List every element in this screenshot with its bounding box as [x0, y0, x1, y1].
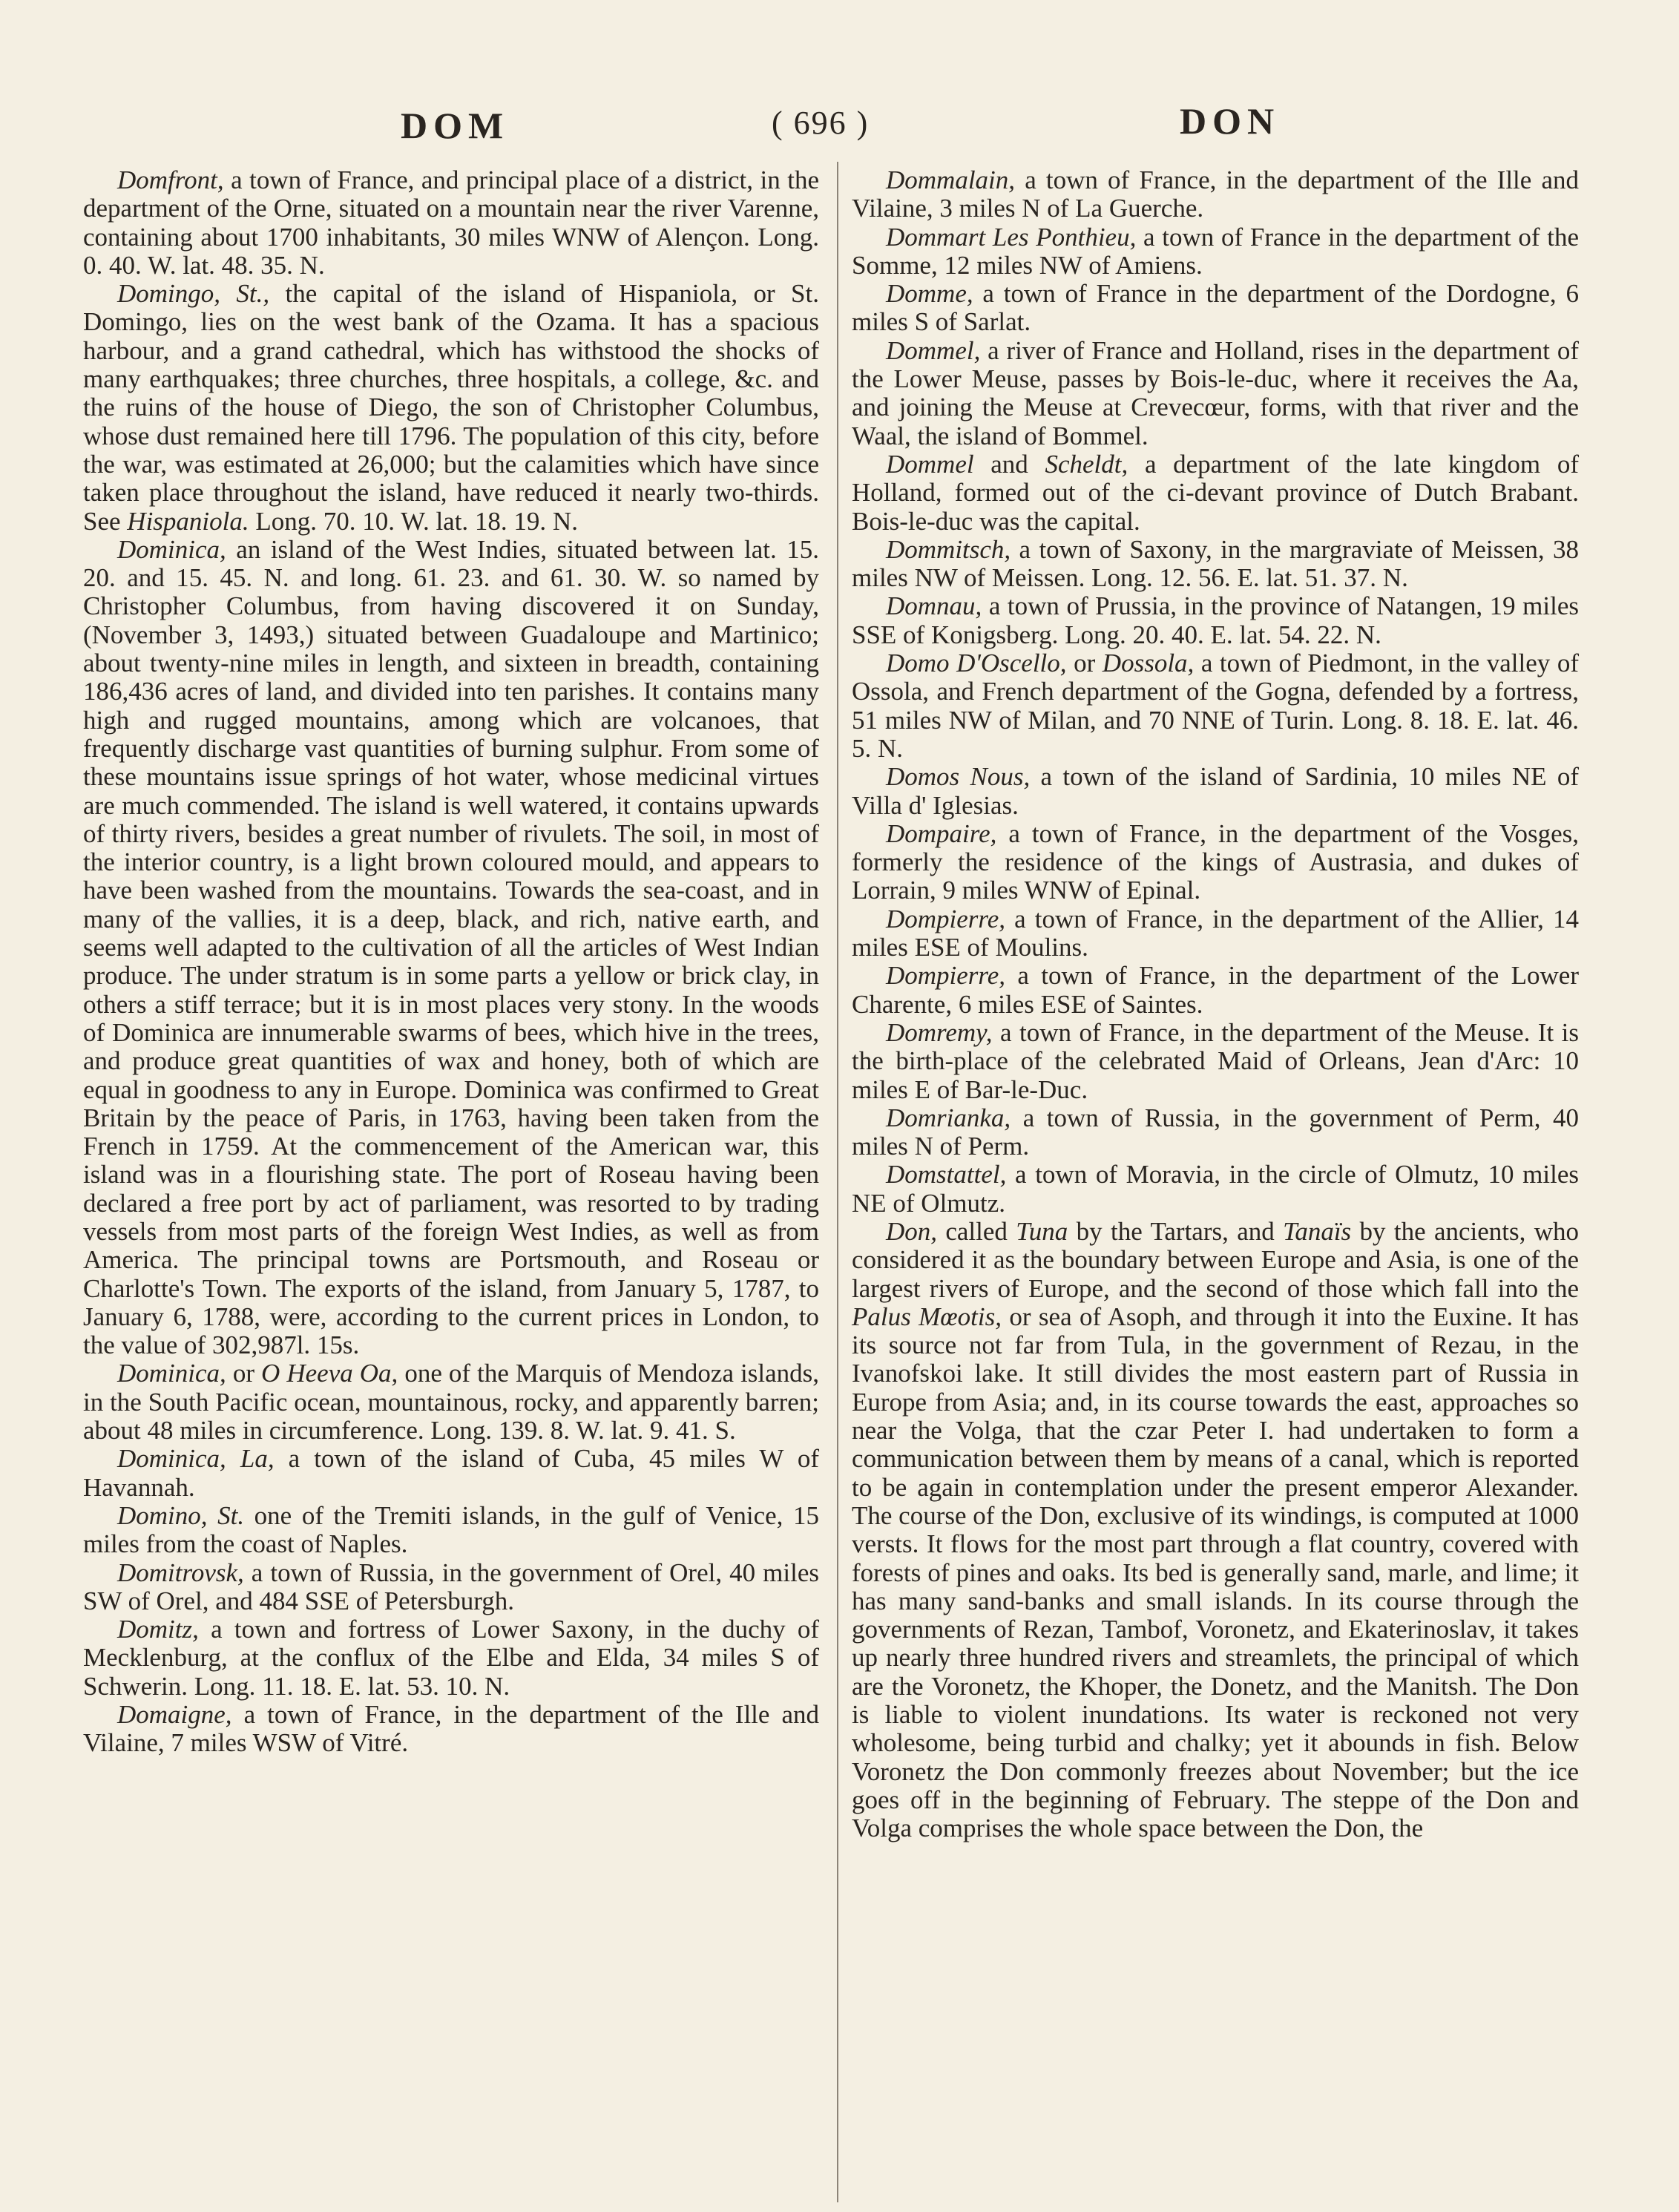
entry-text: or sea of Asoph, and through it into the Euxine. It has its source not far from Tula, in the government of Rezau, in the Ivanofskoi lake. It still divides the most eastern part of Russia in Europe from Asia; and, in its course towards the east, approaches so near the Volga, that the czar Peter I. had undertaken to form a communication between them by means of a canal, which is reported to be again in contemplation under the present emperor Alexander. The course of the Don, exclusive of its windings, is computed at 1000 versts. It flows for the most part through a flat country, covered with forests of pines and oaks. Its bed is generally sand, marle, and lime; it has many sand-banks and small islands. In its course through the governments of Rezan, Tambof, Voronetz, and Ekaterinoslav, it takes up nearly three hundred rivers and streamlets, the principal of which are the Voronetz, the Khoper, the Donetz, and the Manitsh. The Don is liable to violent inundations. Its water is reckoned not very wholesome, being turbid and chalky; yet it abounds in fish. Below Voronetz the Don commonly freezes about November; but the ice goes off in the beginning of February. The steppe of the Don and Volga comprises the whole space between the Don, the: [852, 1302, 1579, 1843]
gazetteer-entry: [83, 166, 819, 280]
entry-headword: Dompierre,: [886, 961, 1006, 991]
gazetteer-entry: [852, 1161, 1579, 1218]
entry-text: a town of France, in the department of the Meuse. It is the birth-place of the celebrated Maid of Orleans, Jean d'Arc: 10 miles E of Bar-le-Duc.: [852, 1017, 1579, 1104]
entry-text: a town of Prussia, in the province of Natangen, 19 miles SSE of Konigsberg. Long. 20. 40. E. lat. 54. 22. N.: [852, 591, 1579, 649]
gazetteer-entry: [83, 1445, 819, 1502]
entry-text: or: [1066, 649, 1103, 678]
gazetteer-entry: [852, 166, 1579, 223]
entry-text: a town of Piedmont, in the valley of Ossola, and French department of the Gogna, defended by a fortress, 51 miles NW of Milan, and 70 NNE of Turin. Long. 8. 18. E. lat. 46. 5. N.: [852, 649, 1579, 763]
entry-headword: Dommel: [886, 449, 974, 479]
entry-italic-term: Scheldt,: [1045, 449, 1128, 479]
gazetteer-entry: [83, 536, 819, 1360]
gazetteer-entry: [852, 592, 1579, 649]
entry-italic-term: Dossola,: [1102, 649, 1195, 678]
gazetteer-entry: [83, 1615, 819, 1701]
entry-italic-term: Tuna: [1016, 1216, 1068, 1246]
entry-text: the capital of the island of Hispaniola, or St. Domingo, lies on the west bank of the Ozama. It has a spacious harbour, and a grand cathedral, which has withstood the shocks of many earthquakes; three churches, three hospitals, a college, &c. and the ruins of the house of Diego, the son of Christopher Columbus, whose dust remained here till 1796. The population of this city, before the war, was estimated at 26,000; but the calamities which have since taken place throughout the island, have reduced it nearly two-thirds. See: [83, 279, 819, 536]
entry-headword: Domme,: [886, 279, 973, 309]
gazetteer-entry: [852, 223, 1579, 280]
entry-headword: Dompaire,: [886, 818, 997, 848]
column-divider: [837, 162, 838, 2202]
gazetteer-entry: [852, 905, 1579, 962]
running-header: [111, 100, 1595, 156]
entry-text: called: [937, 1216, 1016, 1246]
gazetteer-entry: [83, 1359, 819, 1445]
entry-text: Long. 70. 10. W. lat. 18. 19. N.: [249, 506, 578, 536]
entry-text: a town of the island of Cuba, 45 miles W of Havannah.: [83, 1444, 819, 1502]
entry-headword: Domstattel,: [886, 1160, 1007, 1189]
entry-text: a town of France, in the department of the Vosges, formerly the residence of the kings of Austrasia, and dukes of Lorrain, 9 miles WNW of Epinal.: [852, 818, 1579, 905]
entry-text: one of the Marquis of Mendoza islands, in the South Pacific ocean, mountainous, rocky, and apparently barren; about 48 miles in circumference. Long. 139. 8. W. lat. 9. 41. S.: [83, 1359, 820, 1445]
gazetteer-entry: [852, 1218, 1579, 1843]
left-column: [83, 166, 819, 1758]
entry-text: by the ancients, who considered it as the boundary between Europe and Asia, is one of the largest rivers of Europe, and the second of those which fall into the: [852, 1216, 1579, 1303]
gazetteer-entry: [852, 450, 1579, 536]
header-left-guideword: DOM: [401, 105, 510, 146]
entry-headword: Dommitsch,: [886, 534, 1011, 564]
gazetteer-entry: [83, 1559, 819, 1616]
entry-text: a town of France, and principal place of a district, in the department of the Orne, situated on a mountain near the river Varenne, containing about 1700 inhabitants, 30 miles WNW of Alençon. Long. 0. 40. W. lat. 48. 35. N.: [83, 165, 819, 280]
gazetteer-entry: [852, 536, 1579, 593]
entry-headword: Dominica,: [117, 1359, 226, 1388]
gazetteer-entry: [83, 1502, 819, 1559]
gazetteer-entry: [852, 1104, 1579, 1161]
entry-text: a town of Saxony, in the margraviate of Meissen, 38 miles NW of Meissen. Long. 12. 56. E. lat. 51. 37. N.: [852, 534, 1579, 593]
entry-headword: Dommart Les Ponthieu,: [886, 222, 1137, 252]
page-number: ( 696 ): [772, 105, 870, 141]
gazetteer-entry: [852, 820, 1579, 905]
entry-text: and: [973, 449, 1045, 479]
entry-headword: Domnau,: [886, 591, 982, 621]
entry-headword: Dommel,: [886, 335, 981, 365]
entry-text: by the Tartars, and: [1068, 1216, 1284, 1246]
entry-headword: Dominica,: [117, 534, 226, 564]
entry-headword: Dominica, La,: [117, 1444, 275, 1474]
entry-headword: Don,: [886, 1216, 938, 1246]
entry-text: a town of France, in the department of the Allier, 14 miles ESE of Moulins.: [852, 904, 1579, 962]
gazetteer-entry: [83, 280, 819, 536]
entry-text: a town of France in the department of the Somme, 12 miles NW of Amiens.: [852, 222, 1580, 280]
entry-italic-term: O Heeva Oa,: [261, 1359, 398, 1388]
entry-text: or: [226, 1359, 262, 1388]
entry-italic-term: Tanaïs: [1283, 1216, 1352, 1246]
entry-italic-term: Palus Mœotis,: [852, 1302, 1002, 1331]
gazetteer-entry: [852, 962, 1579, 1019]
entry-headword: Domrianka,: [886, 1103, 1011, 1132]
gazetteer-entry: [852, 763, 1579, 820]
entry-text: a town of Russia, in the government of Perm, 40 miles N of Perm.: [852, 1103, 1579, 1161]
entry-text: an island of the West Indies, situated between lat. 15. 20. and 15. 45. N. and long. 61. 23. and 61. 30. W. so named by Christopher Columbus, from having discovered it on Sunday, (November 3, 1493,) situated between Guadaloupe and Martinico; about twenty-nine miles in length, and sixteen in breadth, containing 186,436 acres of land, and divided into ten parishes. It contains many high and rugged mountains, among which are volcanoes, that frequently discharge vast quantities of burning sulphur. From some of these mountains issue springs of hot water, whose medicinal virtues are much commended. The island is well watered, it contains upwards of thirty rivers, besides a great number of rivulets. The soil, in most of the interior country, is a light brown coloured mould, and appears to have been washed from the mountains. Towards the sea-coast, and in many of the vallies, it is a deep, black, and rich, native earth, and seems well adapted to the cultivation of all the articles of West Indian produce. The under stratum is in some parts a yellow or brick clay, in others a stiff terrace; but it is in most places very stony. In the woods of Dominica are innumerable swarms of bees, which hive in the trees, and produce great quantities of wax and honey, both of which are equal in goodness to any in Europe. Dominica was confirmed to Great Britain by the peace of Paris, in 1763, having been taken from the French in 1759. At the commencement of the American war, this island was in a flourishing state. The port of Roseau having been declared a free port by act of parliament, was resorted to by trading vessels from most parts of the foreign West Indies, as well as from America. The principal towns are Portsmouth, and Roseau or Charlotte's Town. The exports of the island, from January 5, 1787, to January 6, 1788, were, according to the current prices in London, to the value of 302,987l. 15s.: [83, 534, 819, 1360]
entry-text: a town of the island of Sardinia, 10 miles NE of Villa d' Iglesias.: [852, 762, 1580, 820]
gazetteer-entry: [852, 649, 1579, 763]
header-right-guideword: DON: [1180, 100, 1281, 142]
entry-headword: Domremy,: [886, 1017, 993, 1047]
entry-headword: Domfront,: [117, 165, 224, 194]
entry-text: a town of France, in the department of the Lower Charente, 6 miles ESE of Saintes.: [852, 961, 1579, 1019]
entry-text: a town of Russia, in the government of Orel, 40 miles SW of Orel, and 484 SSE of Petersburgh.: [83, 1558, 819, 1615]
entry-headword: Domo D'Oscello,: [886, 649, 1067, 678]
entry-text: a town of France in the department of the Dordogne, 6 miles S of Sarlat.: [852, 279, 1579, 337]
entry-italic-term: Hispaniola.: [127, 506, 249, 536]
entry-headword: Domingo, St.,: [117, 279, 270, 309]
gazetteer-entry: [852, 280, 1579, 337]
entry-text: a town of France, in the department of the Ille and Vilaine, 3 miles N of La Guerche.: [852, 165, 1579, 223]
entry-headword: Domaigne,: [117, 1700, 232, 1730]
entry-text: a river of France and Holland, rises in the department of the Lower Meuse, passes by Bois-le-duc, where it receives the Aa, and joining the Meuse at Crevecœur, forms, with that river and the Waal, the island of Bommel.: [852, 335, 1579, 450]
entry-headword: Domitrovsk,: [117, 1558, 244, 1587]
entry-text: a town of France, in the department of the Ille and Vilaine, 7 miles WSW of Vitré.: [83, 1700, 819, 1758]
right-column: [852, 166, 1579, 1843]
gazetteer-entry: [852, 337, 1579, 450]
entry-headword: Dompierre,: [886, 904, 1006, 933]
entry-text: a town and fortress of Lower Saxony, in the duchy of Mecklenburg, at the conflux of the Elbe and Elda, 34 miles S of Schwerin. Long. 11. 18. E. lat. 53. 10. N.: [83, 1615, 819, 1701]
entry-text: a department of the late kingdom of Holland, formed out of the ci-devant province of Dutch Brabant. Bois-le-duc was the capital.: [852, 449, 1579, 536]
entry-text: a town of Moravia, in the circle of Olmutz, 10 miles NE of Olmutz.: [852, 1160, 1579, 1218]
entry-text: one of the Tremiti islands, in the gulf of Venice, 15 miles from the coast of Naples.: [83, 1500, 819, 1559]
entry-headword: Domos Nous,: [886, 762, 1031, 792]
entry-headword: Dommalain,: [886, 165, 1016, 194]
gazetteer-entry: [852, 1019, 1579, 1104]
entry-headword: Domitz,: [117, 1615, 199, 1644]
gazetteer-entry: [83, 1701, 819, 1758]
entry-headword: Domino, St.: [117, 1500, 245, 1530]
